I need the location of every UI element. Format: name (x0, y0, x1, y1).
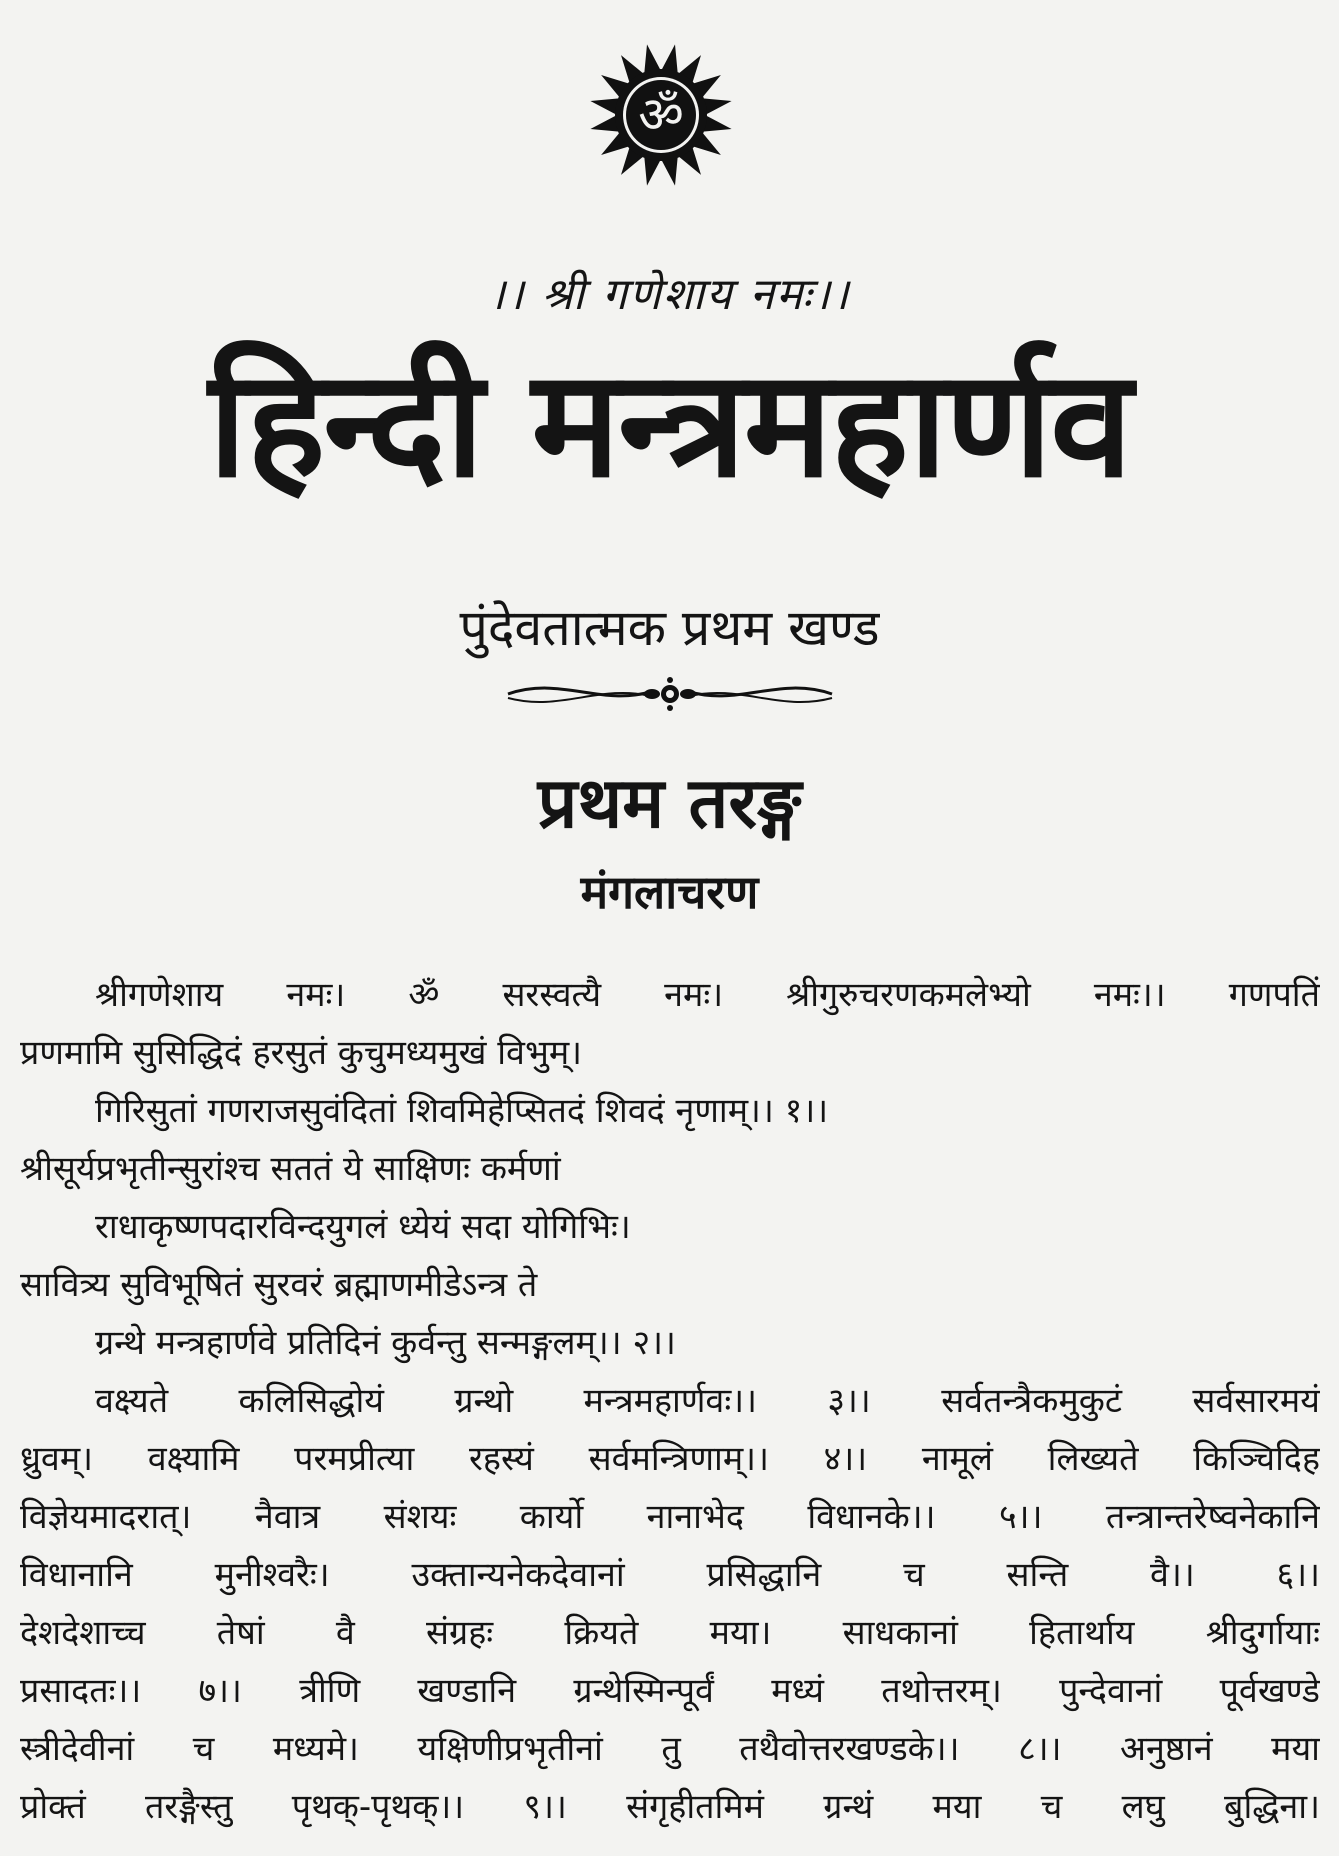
verse-line: स्त्रीदेवीनां च मध्यमे। यक्षिणीप्रभृतीनां तु तथैवोत्तरखण्डके।। ८।। अनुष्ठानं मया (20, 1729, 1320, 1769)
volume-subtitle: पुंदेवतात्मक प्रथम खण्ड (459, 599, 880, 657)
invocation-line: ।। श्री गणेशाय नमः।। (488, 269, 851, 320)
section-heading: मंगलाचरण (580, 865, 759, 919)
verse-line: प्रसादतः।। ७।। त्रीणि खण्डानि ग्रन्थेस्मिन्पूर्वं मध्यं तथोत्तरम्। पुन्देवानां पूर्वखण्डे (20, 1671, 1320, 1711)
om-symbol: ॐ (638, 86, 684, 144)
chapter-heading: प्रथम तरङ्ग (537, 762, 802, 844)
verse-line: राधाकृष्णपदारविन्दयुगलं ध्येयं सदा योगिभिः। (95, 1207, 631, 1247)
verse-line: गिरिसुतां गणराजसुवंदितां शिवमिहेप्सितदं शिवदं नृणाम्।। १।। (95, 1091, 829, 1131)
verse-line: देशदेशाच्च तेषां वै संग्रहः क्रियते मया। साधकानां हितार्थाय श्रीदुर्गायाः (20, 1613, 1320, 1653)
verse-text (20, 966, 1320, 1836)
verse-line: विधानानि मुनीश्वरैः। उक्तान्यनेकदेवानां प्रसिद्धानि च सन्ति वै।। ६।। (20, 1555, 1320, 1595)
verse-line: प्रोक्तं तरङ्गैस्तु पृथक्-पृथक्।। ९।। संगृहीतमिमं ग्रन्थं मया च लघु बुद्धिना। (20, 1787, 1320, 1827)
om-sun-emblem-icon (586, 40, 736, 190)
verse-line: विज्ञेयमादरात्। नैवात्र संशयः कार्यो नानाभेद विधानके।। ५।। तन्त्रान्तरेष्वनेकानि (20, 1497, 1320, 1537)
flourish-divider-icon (500, 672, 840, 712)
book-title: हिन्दी मन्त्रमहार्णव (208, 338, 1131, 510)
verse-line: ग्रन्थे मन्त्रहार्णवे प्रतिदिनं कुर्वन्तु सन्मङ्गलम्।। २।। (95, 1323, 676, 1363)
verse-line: सावित्र्य सुविभूषितं सुरवरं ब्रह्माणमीडेऽन्त्र ते (20, 1265, 538, 1305)
verse-line: श्रीगणेशाय नमः। ॐ सरस्वत्यै नमः। श्रीगुरुचरणकमलेभ्यो नमः।। गणपतिं (95, 975, 1320, 1015)
verse-line: प्रणमामि सुसिद्धिदं हरसुतं कुचुमध्यमुखं विभुम्। (20, 1033, 583, 1073)
verse-line: श्रीसूर्यप्रभृतीन्सुरांश्च सततं ये साक्षिणः कर्मणां (20, 1149, 561, 1189)
verse-line: ध्रुवम्। वक्ष्यामि परमप्रीत्या रहस्यं सर्वमन्त्रिणाम्।। ४।। नामूलं लिख्यते किञ्चिदिह (20, 1439, 1320, 1479)
verse-line: वक्ष्यते कलिसिद्धोयं ग्रन्थो मन्त्रमहार्णवः।। ३।। सर्वतन्त्रैकमुकुटं सर्वसारमयं (95, 1381, 1320, 1421)
